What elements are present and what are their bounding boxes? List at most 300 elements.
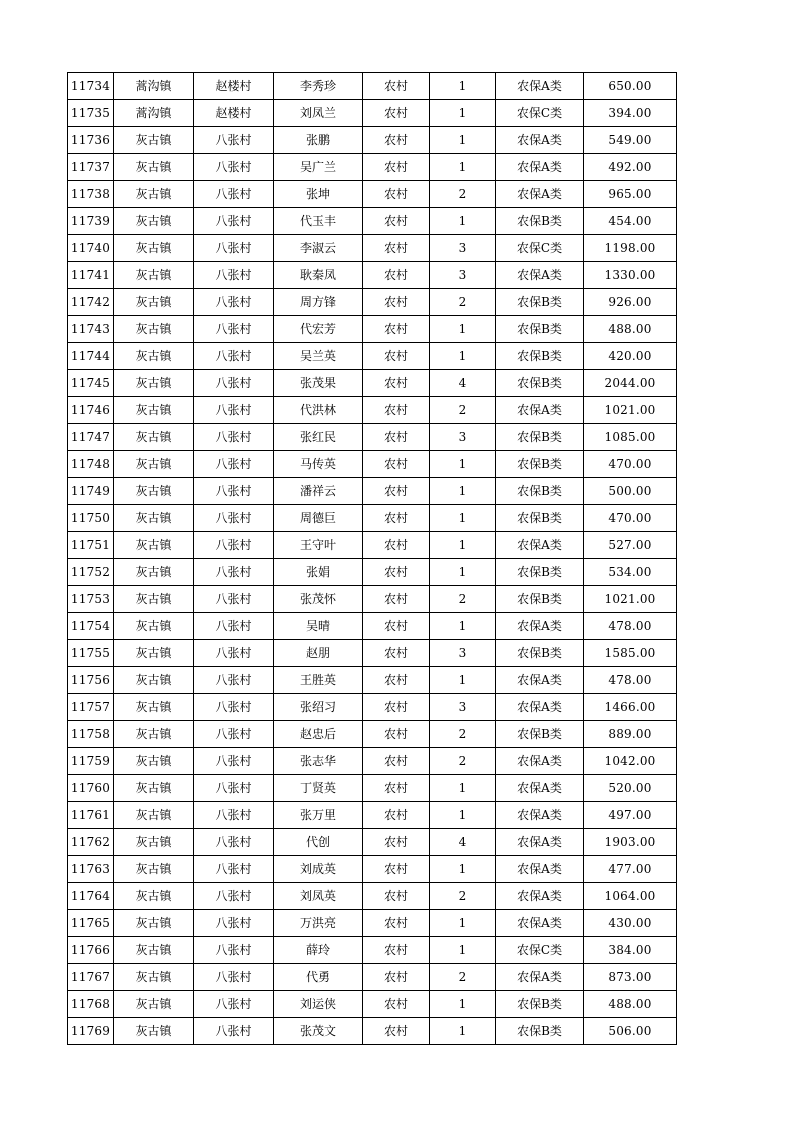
household-count-cell: 3 — [430, 262, 496, 289]
name-cell: 王胜英 — [274, 667, 363, 694]
village-cell: 八张村 — [194, 937, 274, 964]
insurance-class-cell: 农保A类 — [496, 856, 584, 883]
household-count-cell: 1 — [430, 343, 496, 370]
household-count-cell: 2 — [430, 289, 496, 316]
record-id-cell: 11759 — [68, 748, 114, 775]
record-id-cell: 11749 — [68, 478, 114, 505]
insurance-class-cell: 农保C类 — [496, 100, 584, 127]
record-id-cell: 11735 — [68, 100, 114, 127]
insurance-class-cell: 农保B类 — [496, 505, 584, 532]
table-row — [68, 478, 677, 505]
record-id-cell: 11752 — [68, 559, 114, 586]
household-count-cell: 1 — [430, 208, 496, 235]
type-cell: 农村 — [363, 451, 430, 478]
household-count-cell: 2 — [430, 748, 496, 775]
town-cell: 灰古镇 — [114, 586, 194, 613]
name-cell: 吴广兰 — [274, 154, 363, 181]
insurance-class-cell: 农保C类 — [496, 937, 584, 964]
name-cell: 马传英 — [274, 451, 363, 478]
household-count-cell: 3 — [430, 424, 496, 451]
town-cell: 灰古镇 — [114, 775, 194, 802]
town-cell: 灰古镇 — [114, 262, 194, 289]
insurance-class-cell: 农保A类 — [496, 613, 584, 640]
village-cell: 赵楼村 — [194, 100, 274, 127]
type-cell: 农村 — [363, 613, 430, 640]
name-cell: 赵忠后 — [274, 721, 363, 748]
town-cell: 灰古镇 — [114, 829, 194, 856]
name-cell: 张红民 — [274, 424, 363, 451]
insurance-class-cell: 农保B类 — [496, 370, 584, 397]
insurance-class-cell: 农保B类 — [496, 451, 584, 478]
name-cell: 张坤 — [274, 181, 363, 208]
village-cell: 八张村 — [194, 505, 274, 532]
household-count-cell: 1 — [430, 802, 496, 829]
household-count-cell: 1 — [430, 667, 496, 694]
insurance-class-cell: 农保A类 — [496, 532, 584, 559]
town-cell: 灰古镇 — [114, 181, 194, 208]
record-id-cell: 11769 — [68, 1018, 114, 1045]
name-cell: 刘凤兰 — [274, 100, 363, 127]
table-row — [68, 343, 677, 370]
village-cell: 八张村 — [194, 694, 274, 721]
insurance-class-cell: 农保B类 — [496, 316, 584, 343]
record-id-cell: 11745 — [68, 370, 114, 397]
name-cell: 张鹏 — [274, 127, 363, 154]
type-cell: 农村 — [363, 829, 430, 856]
record-id-cell: 11739 — [68, 208, 114, 235]
table-row — [68, 532, 677, 559]
town-cell: 灰古镇 — [114, 397, 194, 424]
name-cell: 代宏芳 — [274, 316, 363, 343]
record-id-cell: 11751 — [68, 532, 114, 559]
household-count-cell: 1 — [430, 505, 496, 532]
insurance-class-cell: 农保A类 — [496, 775, 584, 802]
table-row — [68, 586, 677, 613]
village-cell: 八张村 — [194, 181, 274, 208]
table-row — [68, 235, 677, 262]
amount-cell: 1466.00 — [584, 694, 677, 721]
table-row — [68, 937, 677, 964]
amount-cell: 965.00 — [584, 181, 677, 208]
amount-cell: 420.00 — [584, 343, 677, 370]
household-count-cell: 3 — [430, 235, 496, 262]
type-cell: 农村 — [363, 127, 430, 154]
table-row — [68, 667, 677, 694]
name-cell: 代创 — [274, 829, 363, 856]
type-cell: 农村 — [363, 559, 430, 586]
record-id-cell: 11760 — [68, 775, 114, 802]
town-cell: 灰古镇 — [114, 910, 194, 937]
name-cell: 张茂果 — [274, 370, 363, 397]
type-cell: 农村 — [363, 991, 430, 1018]
type-cell: 农村 — [363, 424, 430, 451]
amount-cell: 1021.00 — [584, 397, 677, 424]
name-cell: 张绍习 — [274, 694, 363, 721]
town-cell: 灰古镇 — [114, 532, 194, 559]
insurance-class-cell: 农保B类 — [496, 208, 584, 235]
table-row — [68, 694, 677, 721]
village-cell: 八张村 — [194, 451, 274, 478]
name-cell: 张茂文 — [274, 1018, 363, 1045]
amount-cell: 1198.00 — [584, 235, 677, 262]
table-row — [68, 883, 677, 910]
amount-cell: 1064.00 — [584, 883, 677, 910]
village-cell: 八张村 — [194, 235, 274, 262]
name-cell: 万洪亮 — [274, 910, 363, 937]
town-cell: 灰古镇 — [114, 640, 194, 667]
insurance-class-cell: 农保A类 — [496, 127, 584, 154]
insurance-class-cell: 农保B类 — [496, 1018, 584, 1045]
town-cell: 灰古镇 — [114, 154, 194, 181]
household-count-cell: 1 — [430, 127, 496, 154]
town-cell: 蒿沟镇 — [114, 73, 194, 100]
amount-cell: 1330.00 — [584, 262, 677, 289]
record-id-cell: 11741 — [68, 262, 114, 289]
household-count-cell: 1 — [430, 154, 496, 181]
town-cell: 灰古镇 — [114, 856, 194, 883]
record-id-cell: 11742 — [68, 289, 114, 316]
insurance-class-cell: 农保A类 — [496, 748, 584, 775]
type-cell: 农村 — [363, 262, 430, 289]
village-cell: 八张村 — [194, 289, 274, 316]
record-id-cell: 11738 — [68, 181, 114, 208]
household-count-cell: 1 — [430, 613, 496, 640]
village-cell: 八张村 — [194, 667, 274, 694]
town-cell: 灰古镇 — [114, 235, 194, 262]
amount-cell: 926.00 — [584, 289, 677, 316]
household-count-cell: 1 — [430, 559, 496, 586]
town-cell: 灰古镇 — [114, 127, 194, 154]
record-id-cell: 11737 — [68, 154, 114, 181]
table-row — [68, 154, 677, 181]
insurance-class-cell: 农保A类 — [496, 73, 584, 100]
town-cell: 灰古镇 — [114, 559, 194, 586]
name-cell: 张茂怀 — [274, 586, 363, 613]
type-cell: 农村 — [363, 856, 430, 883]
name-cell: 赵朋 — [274, 640, 363, 667]
type-cell: 农村 — [363, 505, 430, 532]
village-cell: 八张村 — [194, 964, 274, 991]
record-id-cell: 11750 — [68, 505, 114, 532]
type-cell: 农村 — [363, 181, 430, 208]
town-cell: 灰古镇 — [114, 937, 194, 964]
amount-cell: 889.00 — [584, 721, 677, 748]
record-id-cell: 11767 — [68, 964, 114, 991]
amount-cell: 394.00 — [584, 100, 677, 127]
town-cell: 蒿沟镇 — [114, 100, 194, 127]
town-cell: 灰古镇 — [114, 613, 194, 640]
household-count-cell: 1 — [430, 937, 496, 964]
record-id-cell: 11744 — [68, 343, 114, 370]
record-id-cell: 11736 — [68, 127, 114, 154]
name-cell: 李秀珍 — [274, 73, 363, 100]
data-table — [67, 72, 677, 1045]
village-cell: 八张村 — [194, 424, 274, 451]
name-cell: 刘凤英 — [274, 883, 363, 910]
town-cell: 灰古镇 — [114, 343, 194, 370]
name-cell: 张志华 — [274, 748, 363, 775]
type-cell: 农村 — [363, 154, 430, 181]
village-cell: 八张村 — [194, 613, 274, 640]
type-cell: 农村 — [363, 937, 430, 964]
household-count-cell: 2 — [430, 883, 496, 910]
amount-cell: 492.00 — [584, 154, 677, 181]
insurance-class-cell: 农保A类 — [496, 667, 584, 694]
insurance-class-cell: 农保B类 — [496, 640, 584, 667]
village-cell: 八张村 — [194, 559, 274, 586]
village-cell: 八张村 — [194, 640, 274, 667]
record-id-cell: 11765 — [68, 910, 114, 937]
household-count-cell: 1 — [430, 991, 496, 1018]
town-cell: 灰古镇 — [114, 748, 194, 775]
village-cell: 八张村 — [194, 883, 274, 910]
amount-cell: 2044.00 — [584, 370, 677, 397]
table-row — [68, 748, 677, 775]
town-cell: 灰古镇 — [114, 1018, 194, 1045]
household-count-cell: 1 — [430, 100, 496, 127]
record-id-cell: 11762 — [68, 829, 114, 856]
household-count-cell: 2 — [430, 586, 496, 613]
table-row — [68, 559, 677, 586]
type-cell: 农村 — [363, 1018, 430, 1045]
table-body — [68, 73, 677, 1045]
table-row — [68, 397, 677, 424]
household-count-cell: 1 — [430, 775, 496, 802]
record-id-cell: 11734 — [68, 73, 114, 100]
village-cell: 八张村 — [194, 775, 274, 802]
insurance-class-cell: 农保C类 — [496, 235, 584, 262]
record-id-cell: 11746 — [68, 397, 114, 424]
village-cell: 八张村 — [194, 370, 274, 397]
insurance-class-cell: 农保A类 — [496, 154, 584, 181]
amount-cell: 534.00 — [584, 559, 677, 586]
village-cell: 八张村 — [194, 127, 274, 154]
type-cell: 农村 — [363, 532, 430, 559]
amount-cell: 384.00 — [584, 937, 677, 964]
name-cell: 丁贤英 — [274, 775, 363, 802]
amount-cell: 1085.00 — [584, 424, 677, 451]
record-id-cell: 11758 — [68, 721, 114, 748]
village-cell: 八张村 — [194, 721, 274, 748]
type-cell: 农村 — [363, 289, 430, 316]
town-cell: 灰古镇 — [114, 694, 194, 721]
record-id-cell: 11755 — [68, 640, 114, 667]
insurance-class-cell: 农保A类 — [496, 694, 584, 721]
town-cell: 灰古镇 — [114, 721, 194, 748]
table-row — [68, 127, 677, 154]
record-id-cell: 11757 — [68, 694, 114, 721]
table-row — [68, 370, 677, 397]
table-row — [68, 856, 677, 883]
village-cell: 八张村 — [194, 316, 274, 343]
amount-cell: 1585.00 — [584, 640, 677, 667]
table-row — [68, 181, 677, 208]
amount-cell: 527.00 — [584, 532, 677, 559]
type-cell: 农村 — [363, 910, 430, 937]
village-cell: 赵楼村 — [194, 73, 274, 100]
table-row — [68, 640, 677, 667]
insurance-class-cell: 农保A类 — [496, 802, 584, 829]
type-cell: 农村 — [363, 964, 430, 991]
record-id-cell: 11764 — [68, 883, 114, 910]
record-id-cell: 11756 — [68, 667, 114, 694]
amount-cell: 478.00 — [584, 667, 677, 694]
town-cell: 灰古镇 — [114, 667, 194, 694]
household-count-cell: 1 — [430, 316, 496, 343]
amount-cell: 1042.00 — [584, 748, 677, 775]
amount-cell: 430.00 — [584, 910, 677, 937]
type-cell: 农村 — [363, 694, 430, 721]
table-row — [68, 208, 677, 235]
type-cell: 农村 — [363, 343, 430, 370]
insurance-class-cell: 农保A类 — [496, 964, 584, 991]
record-id-cell: 11748 — [68, 451, 114, 478]
village-cell: 八张村 — [194, 586, 274, 613]
name-cell: 王守叶 — [274, 532, 363, 559]
record-id-cell: 11761 — [68, 802, 114, 829]
table-row — [68, 721, 677, 748]
name-cell: 吴晴 — [274, 613, 363, 640]
insurance-class-cell: 农保B类 — [496, 424, 584, 451]
amount-cell: 1903.00 — [584, 829, 677, 856]
table-row — [68, 100, 677, 127]
town-cell: 灰古镇 — [114, 802, 194, 829]
type-cell: 农村 — [363, 883, 430, 910]
amount-cell: 506.00 — [584, 1018, 677, 1045]
household-count-cell: 3 — [430, 640, 496, 667]
record-id-cell: 11763 — [68, 856, 114, 883]
household-count-cell: 3 — [430, 694, 496, 721]
amount-cell: 650.00 — [584, 73, 677, 100]
amount-cell: 1021.00 — [584, 586, 677, 613]
type-cell: 农村 — [363, 586, 430, 613]
village-cell: 八张村 — [194, 532, 274, 559]
amount-cell: 500.00 — [584, 478, 677, 505]
name-cell: 周方锋 — [274, 289, 363, 316]
household-count-cell: 1 — [430, 532, 496, 559]
amount-cell: 488.00 — [584, 316, 677, 343]
name-cell: 代勇 — [274, 964, 363, 991]
amount-cell: 477.00 — [584, 856, 677, 883]
table-row — [68, 1018, 677, 1045]
household-count-cell: 1 — [430, 478, 496, 505]
village-cell: 八张村 — [194, 910, 274, 937]
table-row — [68, 964, 677, 991]
record-id-cell: 11768 — [68, 991, 114, 1018]
insurance-class-cell: 农保B类 — [496, 478, 584, 505]
town-cell: 灰古镇 — [114, 289, 194, 316]
record-id-cell: 11766 — [68, 937, 114, 964]
record-id-cell: 11747 — [68, 424, 114, 451]
town-cell: 灰古镇 — [114, 316, 194, 343]
table-row — [68, 910, 677, 937]
town-cell: 灰古镇 — [114, 991, 194, 1018]
amount-cell: 470.00 — [584, 451, 677, 478]
name-cell: 耿秦凤 — [274, 262, 363, 289]
type-cell: 农村 — [363, 100, 430, 127]
town-cell: 灰古镇 — [114, 451, 194, 478]
insurance-class-cell: 农保B类 — [496, 559, 584, 586]
household-count-cell: 1 — [430, 451, 496, 478]
insurance-class-cell: 农保B类 — [496, 721, 584, 748]
amount-cell: 454.00 — [584, 208, 677, 235]
insurance-class-cell: 农保A类 — [496, 262, 584, 289]
village-cell: 八张村 — [194, 802, 274, 829]
insurance-class-cell: 农保B类 — [496, 343, 584, 370]
table-row — [68, 991, 677, 1018]
village-cell: 八张村 — [194, 397, 274, 424]
type-cell: 农村 — [363, 370, 430, 397]
type-cell: 农村 — [363, 721, 430, 748]
insurance-class-cell: 农保A类 — [496, 883, 584, 910]
name-cell: 张万里 — [274, 802, 363, 829]
table-row — [68, 829, 677, 856]
type-cell: 农村 — [363, 802, 430, 829]
type-cell: 农村 — [363, 478, 430, 505]
amount-cell: 478.00 — [584, 613, 677, 640]
type-cell: 农村 — [363, 640, 430, 667]
town-cell: 灰古镇 — [114, 208, 194, 235]
household-count-cell: 1 — [430, 73, 496, 100]
household-count-cell: 2 — [430, 397, 496, 424]
village-cell: 八张村 — [194, 343, 274, 370]
village-cell: 八张村 — [194, 856, 274, 883]
type-cell: 农村 — [363, 748, 430, 775]
name-cell: 刘成英 — [274, 856, 363, 883]
name-cell: 李淑云 — [274, 235, 363, 262]
table-row — [68, 802, 677, 829]
table-row — [68, 316, 677, 343]
town-cell: 灰古镇 — [114, 424, 194, 451]
insurance-class-cell: 农保B类 — [496, 289, 584, 316]
table-row — [68, 451, 677, 478]
name-cell: 张娟 — [274, 559, 363, 586]
insurance-class-cell: 农保B类 — [496, 586, 584, 613]
record-id-cell: 11743 — [68, 316, 114, 343]
record-id-cell: 11753 — [68, 586, 114, 613]
village-cell: 八张村 — [194, 748, 274, 775]
town-cell: 灰古镇 — [114, 370, 194, 397]
household-count-cell: 2 — [430, 181, 496, 208]
town-cell: 灰古镇 — [114, 883, 194, 910]
name-cell: 刘运侠 — [274, 991, 363, 1018]
insurance-class-cell: 农保A类 — [496, 397, 584, 424]
insurance-class-cell: 农保B类 — [496, 991, 584, 1018]
amount-cell: 873.00 — [584, 964, 677, 991]
town-cell: 灰古镇 — [114, 505, 194, 532]
record-id-cell: 11740 — [68, 235, 114, 262]
type-cell: 农村 — [363, 235, 430, 262]
village-cell: 八张村 — [194, 1018, 274, 1045]
amount-cell: 549.00 — [584, 127, 677, 154]
type-cell: 农村 — [363, 316, 430, 343]
household-count-cell: 2 — [430, 964, 496, 991]
household-count-cell: 1 — [430, 1018, 496, 1045]
name-cell: 潘祥云 — [274, 478, 363, 505]
type-cell: 农村 — [363, 208, 430, 235]
household-count-cell: 1 — [430, 910, 496, 937]
type-cell: 农村 — [363, 775, 430, 802]
name-cell: 周德巨 — [274, 505, 363, 532]
household-count-cell: 4 — [430, 370, 496, 397]
insurance-class-cell: 农保A类 — [496, 910, 584, 937]
type-cell: 农村 — [363, 397, 430, 424]
town-cell: 灰古镇 — [114, 478, 194, 505]
insurance-class-cell: 农保A类 — [496, 829, 584, 856]
name-cell: 代玉丰 — [274, 208, 363, 235]
village-cell: 八张村 — [194, 478, 274, 505]
household-count-cell: 2 — [430, 721, 496, 748]
